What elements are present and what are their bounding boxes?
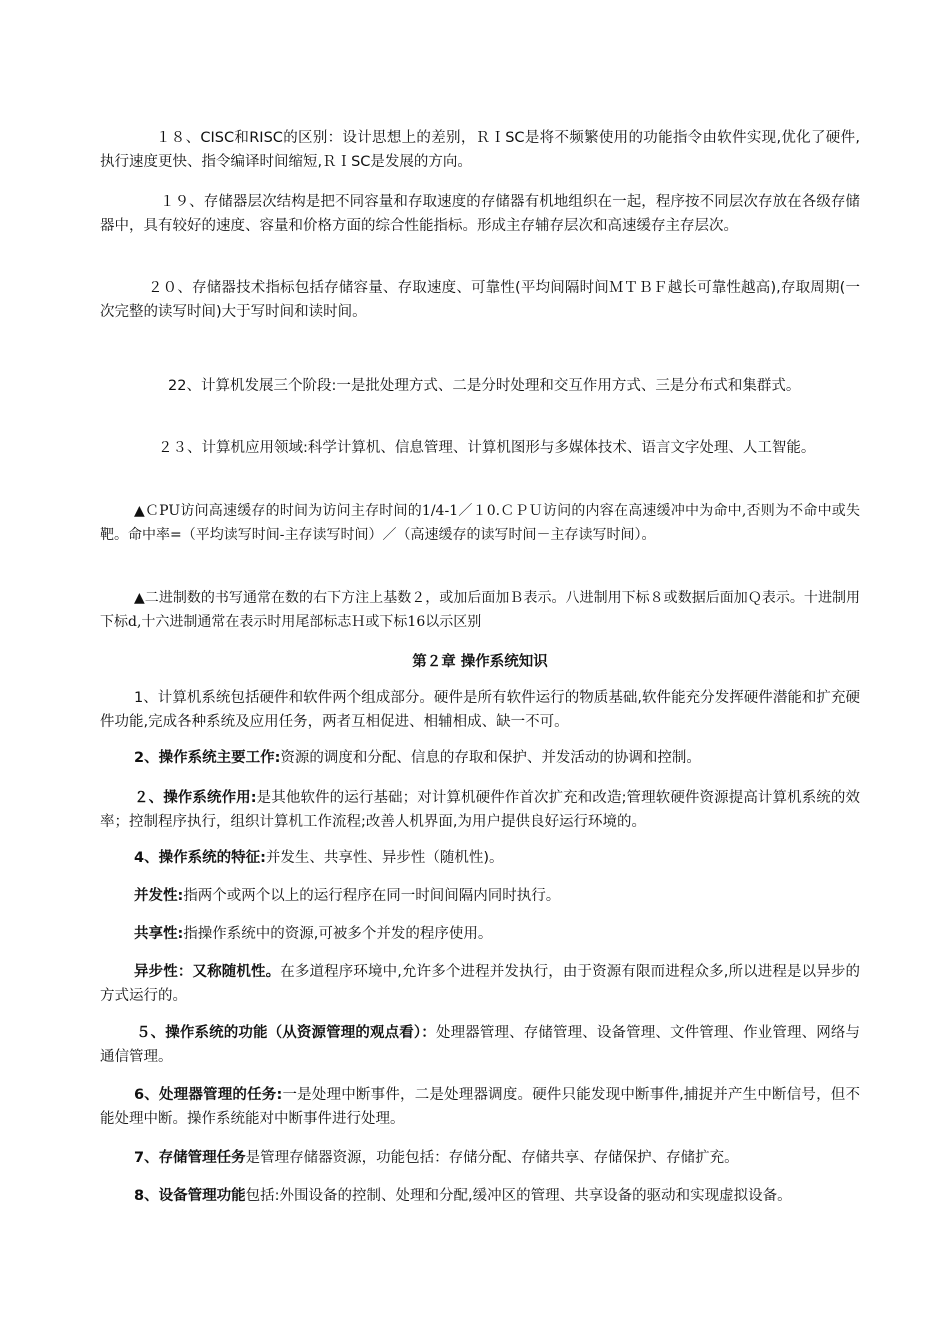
os-item-label: 8、设备管理功能 [134, 1188, 246, 1204]
os-item-label: 6、处理器管理的任务: [134, 1087, 283, 1103]
paragraph-20: ２０、存储器技术指标包括存储容量、存取速度、可靠性(平均间隔时间ＭＴＢＦ越长可靠性越高),存取周期(一次完整的读写时间)大于写时间和读时间。 [100, 280, 860, 320]
os-item-sharing [100, 922, 860, 946]
os-item-text: 指操作系统中的资源,可被多个并发的程序使用。 [183, 926, 493, 942]
paragraph-23: ２３、计算机应用领域:科学计算机、信息管理、计算机图形与多媒体技术、语言文字处理、人工智能。 [158, 440, 816, 456]
os-item-label: 并发性: [134, 888, 184, 904]
os-item-text: 1、计算机系统包括硬件和软件两个组成部分。硬件是所有软件运行的物质基础,软件能充分发挥硬件潜能和扩充硬件功能,完成各种系统及应用任务，两者互相促进、相辅相成、缺一不可。 [100, 690, 860, 730]
os-item-label: 共享性: [134, 926, 184, 942]
os-item-text: 一是处理中断事件，二是处理器调度。硬件只能发现中断事件,捕捉并产生中断信号，但不能处理中断。操作系统能对中断事件进行处理。 [100, 1087, 861, 1127]
os-item-5 [100, 1021, 860, 1069]
paragraph-22: 22、计算机发展三个阶段:一是批处理方式、二是分时处理和交互作用方式、三是分布式和集群式。 [168, 378, 801, 394]
os-item-text: 并发生、共享性、异步性（随机性)。 [265, 850, 504, 866]
os-item-label: 4、操作系统的特征: [134, 850, 266, 866]
os-item-text: 在多道程序环境中,允许多个进程并发执行，由于资源有限而进程众多,所以进程是以异步的方式运行的。 [100, 964, 861, 1004]
os-item-label: 异步性：又称随机性。 [134, 964, 281, 980]
os-item-label: ５、操作系统的功能（从资源管理的观点看）： [136, 1025, 436, 1041]
paragraph-18: １８、CISC和RISC的区别：设计思想上的差别，ＲＩSC是将不频繁使用的功能指令由软件实现,优化了硬件,执行速度更快、指令编译时间缩短,ＲＩSC是发展的方向。 [100, 130, 860, 170]
os-item-text: 处理器管理、存储管理、设备管理、文件管理、作业管理、网络与通信管理。 [100, 1025, 861, 1065]
os-item-4 [100, 846, 860, 870]
paragraph-19: １９、存储器层次结构是把不同容量和存取速度的存储器有机地组织在一起，程序按不同层次存放在各级存储器中，具有较好的速度、容量和价格方面的综合性能指标。形成主存辅存层次和高速缓存主存层次。 [100, 194, 860, 234]
os-item-async [100, 960, 860, 1008]
os-item-6 [100, 1083, 860, 1131]
chapter-title: 第２章 操作系统知识 [412, 654, 548, 670]
os-item-concurrency [100, 884, 860, 908]
os-item-8 [100, 1184, 860, 1208]
os-item-label: ２、操作系统作用: [134, 790, 257, 806]
os-item-label: 7、存储管理任务 [134, 1150, 246, 1166]
paragraph-binary-notation: ▲二进制数的书写通常在数的右下方注上基数２，或加后面加Ｂ表示。八进制用下标８或数据后面加Ｑ表示。十进制用下标d,十六进制通常在表示时用尾部标志Ｈ或下标16以示区别 [100, 590, 860, 630]
os-item-2b [100, 786, 860, 834]
os-item-2 [100, 746, 860, 770]
os-item-label: 2、操作系统主要工作: [134, 750, 281, 766]
os-item-1 [100, 686, 860, 734]
os-item-text: 是其他软件的运行基础；对计算机硬件作首次扩充和改造;管理软硬件资源提高计算机系统的效率；控制程序执行，组织计算机工作流程;改善人机界面,为用户提供良好运行环境的。 [100, 790, 860, 830]
paragraph-cpu-cache: ▲ＣPU访问高速缓存的时间为访问主存时间的1/4-1／１0.ＣＰＵ访问的内容在高速缓冲中为命中,否则为不命中或失靶。命中率=（平均读写时间-主存读写时间）／（高速缓存的读写时间－主存读写时间）。 [100, 503, 860, 543]
os-item-7 [100, 1146, 860, 1170]
os-item-text: 包括:外围设备的控制、处理和分配,缓冲区的管理、共享设备的驱动和实现虚拟设备。 [245, 1188, 792, 1204]
os-item-text: 指两个或两个以上的运行程序在同一时间间隔内同时执行。 [183, 888, 561, 904]
os-item-text: 资源的调度和分配、信息的存取和保护、并发活动的协调和控制。 [280, 750, 701, 766]
os-item-text: 是管理存储器资源，功能包括：存储分配、存储共享、存储保护、存储扩充。 [245, 1150, 739, 1166]
